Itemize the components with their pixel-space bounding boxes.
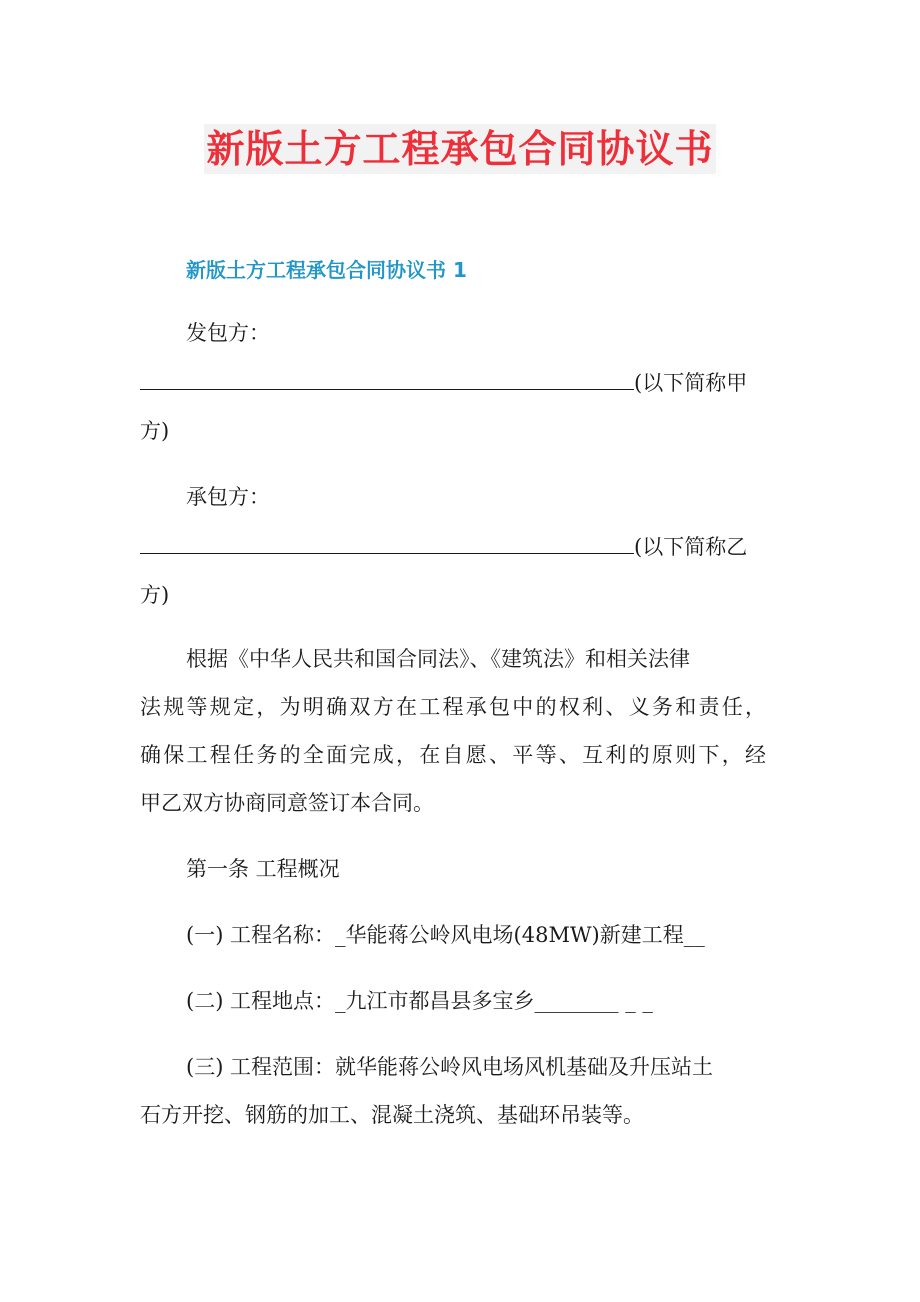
party-b-blank-line xyxy=(140,533,634,554)
party-b-blank-row xyxy=(140,532,747,562)
article-1-item-3-line-2: 石方开挖、钢筋的加工、混凝土浇筑、基础环吊装等。 xyxy=(140,1103,644,1127)
document-title-text: 新版土方工程承包合同协议书 xyxy=(204,124,715,174)
party-a-suffix-cont: 方) xyxy=(140,419,170,443)
article-1-item-2: (二) 工程地点：_九江市都昌县多宝乡________ _ _ xyxy=(186,989,653,1013)
article-1-item-1: (一) 工程名称：_华能蒋公岭风电场(48MW)新建工程__ xyxy=(186,923,705,947)
party-a-blank-row xyxy=(140,368,747,398)
party-a-suffix: (以下简称甲 xyxy=(634,371,748,395)
party-b-suffix-cont: 方) xyxy=(140,583,170,607)
document-title xyxy=(0,124,920,182)
preamble-line-2: 法规等规定，为明确双方在工程承包中的权利、义务和责任， xyxy=(140,695,766,719)
party-a-label: 发包方： xyxy=(186,321,270,345)
preamble-line-3: 确保工程任务的全面完成，在自愿、平等、互利的原则下，经 xyxy=(140,743,766,767)
article-1-heading: 第一条 工程概况 xyxy=(186,857,340,881)
party-b-label: 承包方： xyxy=(186,485,270,509)
preamble-line-4: 甲乙双方协商同意签订本合同。 xyxy=(140,791,434,815)
article-1-item-3-line-1: (三) 工程范围：就华能蒋公岭风电场风机基础及升压站土 xyxy=(186,1055,714,1079)
party-a-blank-line xyxy=(140,369,634,390)
preamble-line-1: 根据《中华人民共和国合同法》、《建筑法》和相关法律 xyxy=(186,647,690,671)
party-b-suffix: (以下简称乙 xyxy=(634,535,748,559)
section-heading: 新版土方工程承包合同协议书 1 xyxy=(186,258,467,282)
